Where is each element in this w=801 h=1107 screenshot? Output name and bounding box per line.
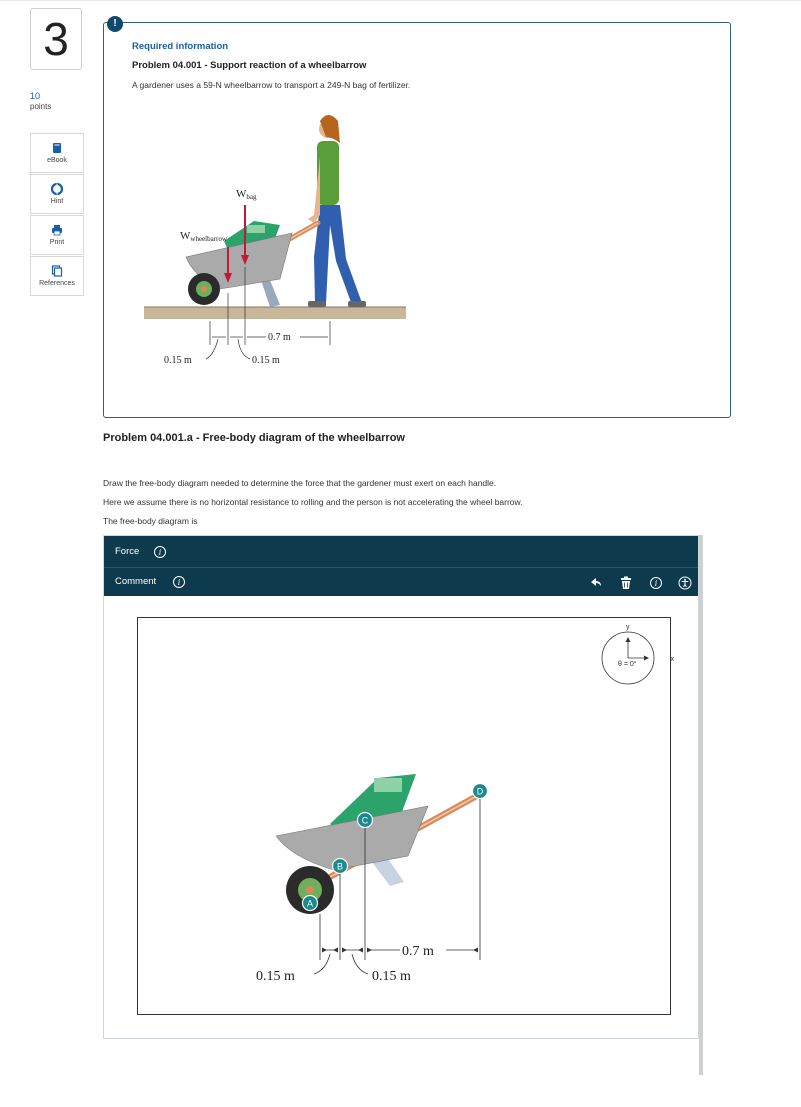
point-b-label: B <box>336 861 344 872</box>
w-wheelbarrow-label: W <box>180 230 191 242</box>
w-bag-label: W <box>236 188 247 200</box>
panel-scrollbar[interactable] <box>699 535 703 1075</box>
references-button[interactable] <box>30 256 84 296</box>
point-a[interactable] <box>303 896 318 911</box>
instruction-line-2: Here we assume there is no horizontal resistance to rolling and the person is not accelerating the wheel barrow. <box>103 497 523 507</box>
force-info-icon[interactable]: i <box>154 546 166 558</box>
svg-text:Wbag <box>236 188 257 201</box>
comment-toolbar <box>104 568 698 596</box>
dim-0-15-left-label: 0.15 m <box>164 355 192 366</box>
wheelbarrow-figure <box>142 107 412 397</box>
trash-icon[interactable] <box>619 576 633 590</box>
svg-text:Wwheelbarrow <box>180 230 228 243</box>
dim-0-15-right-label: 0.15 m <box>252 355 280 366</box>
problem-text: A gardener uses a 59-N wheelbarrow to transport a 249-N bag of fertilizer. <box>132 80 411 90</box>
lifebuoy-icon <box>51 183 63 195</box>
fbd-dim-0-7-label: 0.7 m <box>402 944 434 959</box>
fbd-drawing-canvas[interactable] <box>137 617 674 1015</box>
tool-info-icon[interactable]: i <box>650 577 662 589</box>
fbd-dim-0-15-right-label: 0.15 m <box>372 969 411 984</box>
points-label: points <box>30 102 52 111</box>
fbd-dim-0-15-left-label: 0.15 m <box>256 969 295 984</box>
point-c-label: C <box>361 815 369 826</box>
accessibility-icon[interactable] <box>678 576 692 590</box>
points-value: 10 <box>30 91 41 101</box>
documents-icon <box>51 265 63 277</box>
fbd-tool-panel <box>103 535 699 1039</box>
instruction-line-3: The free-body diagram is <box>103 516 198 526</box>
book-icon <box>51 142 63 154</box>
subproblem-title: Problem 04.001.a - Free-body diagram of the wheelbarrow <box>103 432 405 444</box>
comment-tool-button[interactable]: Comment <box>115 576 157 587</box>
point-c[interactable] <box>358 813 373 828</box>
question-number: 3 <box>30 8 82 70</box>
force-toolbar <box>104 536 698 568</box>
alert-badge: ! <box>107 16 123 32</box>
print-label: Print <box>49 239 65 246</box>
point-d[interactable] <box>473 784 488 799</box>
references-label: References <box>39 280 75 287</box>
problem-title: Problem 04.001 - Support reaction of a wheelbarrow <box>132 60 367 71</box>
w-wheelbarrow-subscript: wheelbarrow <box>190 235 227 243</box>
top-divider <box>0 0 801 1</box>
point-d-label: D <box>476 786 484 797</box>
hint-label: Hint <box>50 198 64 205</box>
force-tool-button[interactable]: Force <box>115 546 140 557</box>
w-bag-subscript: bag <box>246 193 257 201</box>
printer-icon <box>51 224 63 236</box>
point-b[interactable] <box>333 859 348 874</box>
undo-icon[interactable] <box>590 576 604 590</box>
dim-0-7-label: 0.7 m <box>268 332 291 343</box>
gardener-illustration <box>308 115 366 307</box>
ebook-button[interactable] <box>30 133 84 173</box>
axes-orientation-widget[interactable] <box>602 624 675 684</box>
ebook-label: eBook <box>47 157 67 164</box>
point-a-label: A <box>306 898 314 909</box>
instruction-line-1: Draw the free-body diagram needed to determine the force that the gardener must exert on each handle. <box>103 478 497 488</box>
angle-label: θ = 0° <box>618 661 637 668</box>
comment-info-icon[interactable]: i <box>173 576 185 588</box>
wheel <box>188 273 220 305</box>
ground <box>144 307 406 319</box>
hint-button[interactable] <box>30 174 84 214</box>
required-info-label: Required information <box>132 41 229 52</box>
required-info-card <box>103 22 731 418</box>
axis-x-label: x <box>670 656 674 663</box>
print-button[interactable] <box>30 215 84 255</box>
fbd-figure <box>138 618 674 1014</box>
axis-y-label: y <box>626 624 630 631</box>
